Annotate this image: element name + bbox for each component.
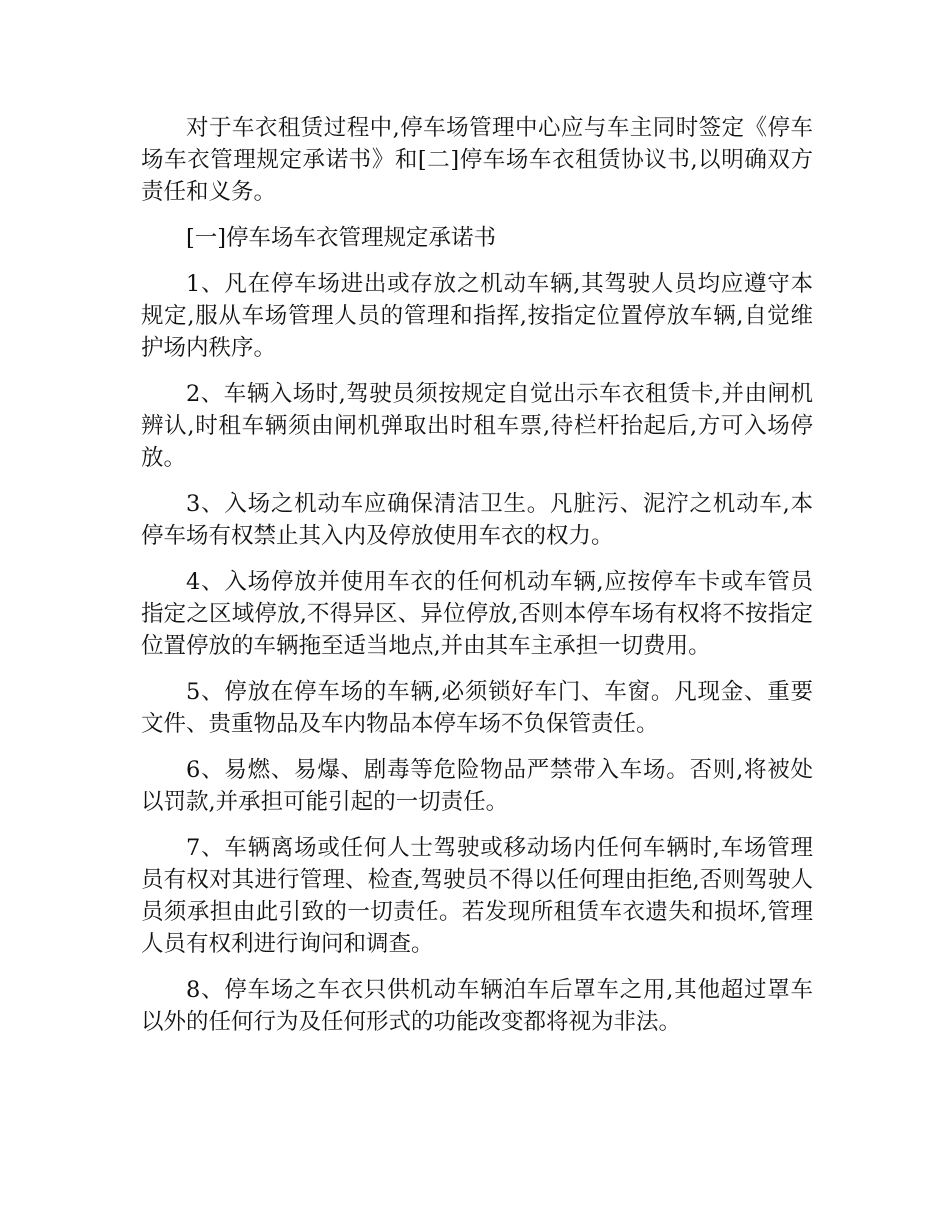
section-heading: [一]停车场车衣管理规定承诺书 [186,225,497,251]
rule-paragraph-2: 2、车辆入场时,驾驶员须按规定自觉出示车衣租赁卡,并由闸机辨认,时租车辆须由闸机弹取出时租车票,待栏杆抬起后,方可入场停放。 [141,381,813,471]
rule-paragraph-6: 6、易燃、易爆、剧毒等危险物品严禁带入车场。否则,将被处以罚款,并承担可能引起的一切责任。 [141,757,813,815]
rule-paragraph-5: 5、停放在停车场的车辆,必须锁好车门、车窗。凡现金、重要文件、贵重物品及车内物品本停车场不负保管责任。 [141,679,813,737]
rule-paragraph-8: 8、停车场之车衣只供机动车辆泊车后罩车之用,其他超过罩车以外的任何行为及任何形式的功能改变都将视为非法。 [141,977,813,1035]
document-body [141,112,813,1052]
rule-paragraph-1: 1、凡在停车场进出或存放之机动车辆,其驾驶人员均应遵守本规定,服从车场管理人员的管理和指挥,按指定位置停放车辆,自觉维护场内秩序。 [141,271,813,361]
rule-paragraph-7: 7、车辆离场或任何人士驾驶或移动场内任何车辆时,车场管理员有权对其进行管理、检查,驾驶员不得以任何理由拒绝,否则驾驶人员须承担由此引致的一切责任。若发现所租赁车衣遗失和损坏,管理人员有权利进行询问和调查。 [141,835,813,957]
intro-paragraph: 对于车衣租赁过程中,停车场管理中心应与车主同时签定《停车场车衣管理规定承诺书》和[二]停车场车衣租赁协议书,以明确双方责任和义务。 [141,115,813,205]
rule-paragraph-3: 3、入场之机动车应确保清洁卫生。凡脏污、泥泞之机动车,本停车场有权禁止其入内及停放使用车衣的权力。 [141,491,813,549]
rule-paragraph-4: 4、入场停放并使用车衣的任何机动车辆,应按停车卡或车管员指定之区域停放,不得异区、异位停放,否则本停车场有权将不按指定位置停放的车辆拖至适当地点,并由其车主承担一切费用。 [141,569,813,659]
